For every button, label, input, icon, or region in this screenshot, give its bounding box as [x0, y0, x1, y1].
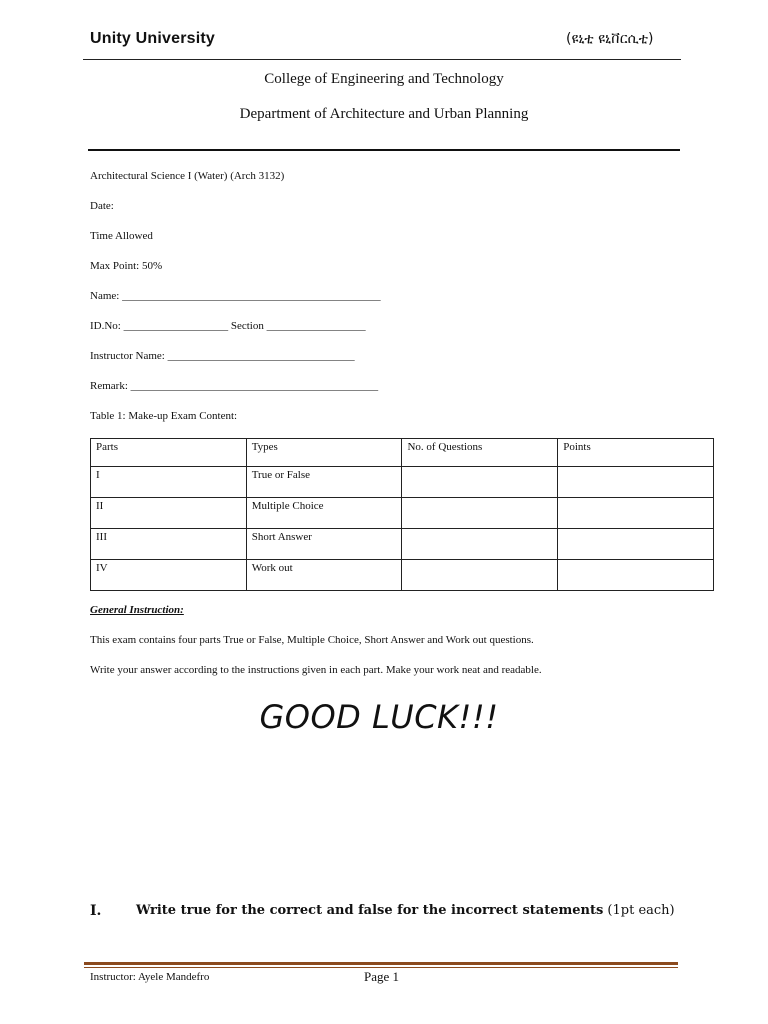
instruction-line-2: Write your answer according to the instructions given in each part. Make your work neat and readable. [90, 664, 542, 676]
footer-instructor: Instructor: Ayele Mandefro [90, 971, 210, 983]
max-point-field: Max Point: 50% [90, 260, 163, 272]
cell-part: I [91, 467, 247, 498]
cell-type: Work out [246, 560, 402, 591]
instructor-name-field: Instructor Name: __________________________________ [90, 350, 355, 362]
department-title: Department of Architecture and Urban Planning [239, 106, 529, 122]
cell-part: III [91, 529, 247, 560]
section-points: (1pt each) [607, 903, 675, 918]
institution-name-amharic: (ዩኒቲ ዩኒቨርሲቲ) [566, 31, 654, 47]
header-divider [83, 59, 681, 60]
instruction-line-1: This exam contains four parts True or False, Multiple Choice, Short Answer and Work out questions. [90, 634, 534, 646]
cell-points [558, 560, 714, 591]
institution-name: Unity University [90, 30, 216, 47]
time-allowed-field: Time Allowed [90, 230, 153, 242]
cell-questions [402, 467, 558, 498]
header-types: Types [246, 439, 402, 467]
section-instruction-text: Write true for the correct and false for the incorrect statements [136, 903, 604, 918]
name-field: Name: _______________________________________________ [90, 290, 381, 302]
good-luck-heading: GOOD LUCK!!! [259, 698, 499, 736]
table-header-row [91, 439, 714, 467]
general-instruction-title: General Instruction: [90, 604, 184, 616]
header-points: Points [558, 439, 714, 467]
header-no-of-questions: No. of Questions [402, 439, 558, 467]
id-section-field: ID.No: ___________________ Section __________________ [90, 320, 366, 332]
cell-questions [402, 498, 558, 529]
table-row [91, 467, 714, 498]
cell-questions [402, 560, 558, 591]
college-title: College of Engineering and Technology [264, 71, 504, 87]
course-field: Architectural Science I (Water) (Arch 3132) [90, 170, 285, 182]
date-field: Date: [90, 200, 114, 212]
cell-part: IV [91, 560, 247, 591]
footer-divider-thick [84, 962, 678, 965]
cell-points [558, 529, 714, 560]
title-divider [88, 149, 680, 151]
cell-type: True or False [246, 467, 402, 498]
table-row [91, 529, 714, 560]
header-parts: Parts [91, 439, 247, 467]
section-instruction [136, 903, 675, 918]
cell-part: II [91, 498, 247, 529]
cell-type: Short Answer [246, 529, 402, 560]
exam-content-table [90, 438, 714, 591]
table-row [91, 498, 714, 529]
section-number: I. [90, 903, 102, 919]
table-caption: Table 1: Make-up Exam Content: [90, 410, 238, 422]
cell-points [558, 467, 714, 498]
cell-questions [402, 529, 558, 560]
remark-field: Remark: _____________________________________________ [90, 380, 379, 392]
cell-points [558, 498, 714, 529]
page-number: Page 1 [364, 969, 400, 984]
footer-divider-thin [84, 967, 678, 968]
cell-type: Multiple Choice [246, 498, 402, 529]
table-row [91, 560, 714, 591]
